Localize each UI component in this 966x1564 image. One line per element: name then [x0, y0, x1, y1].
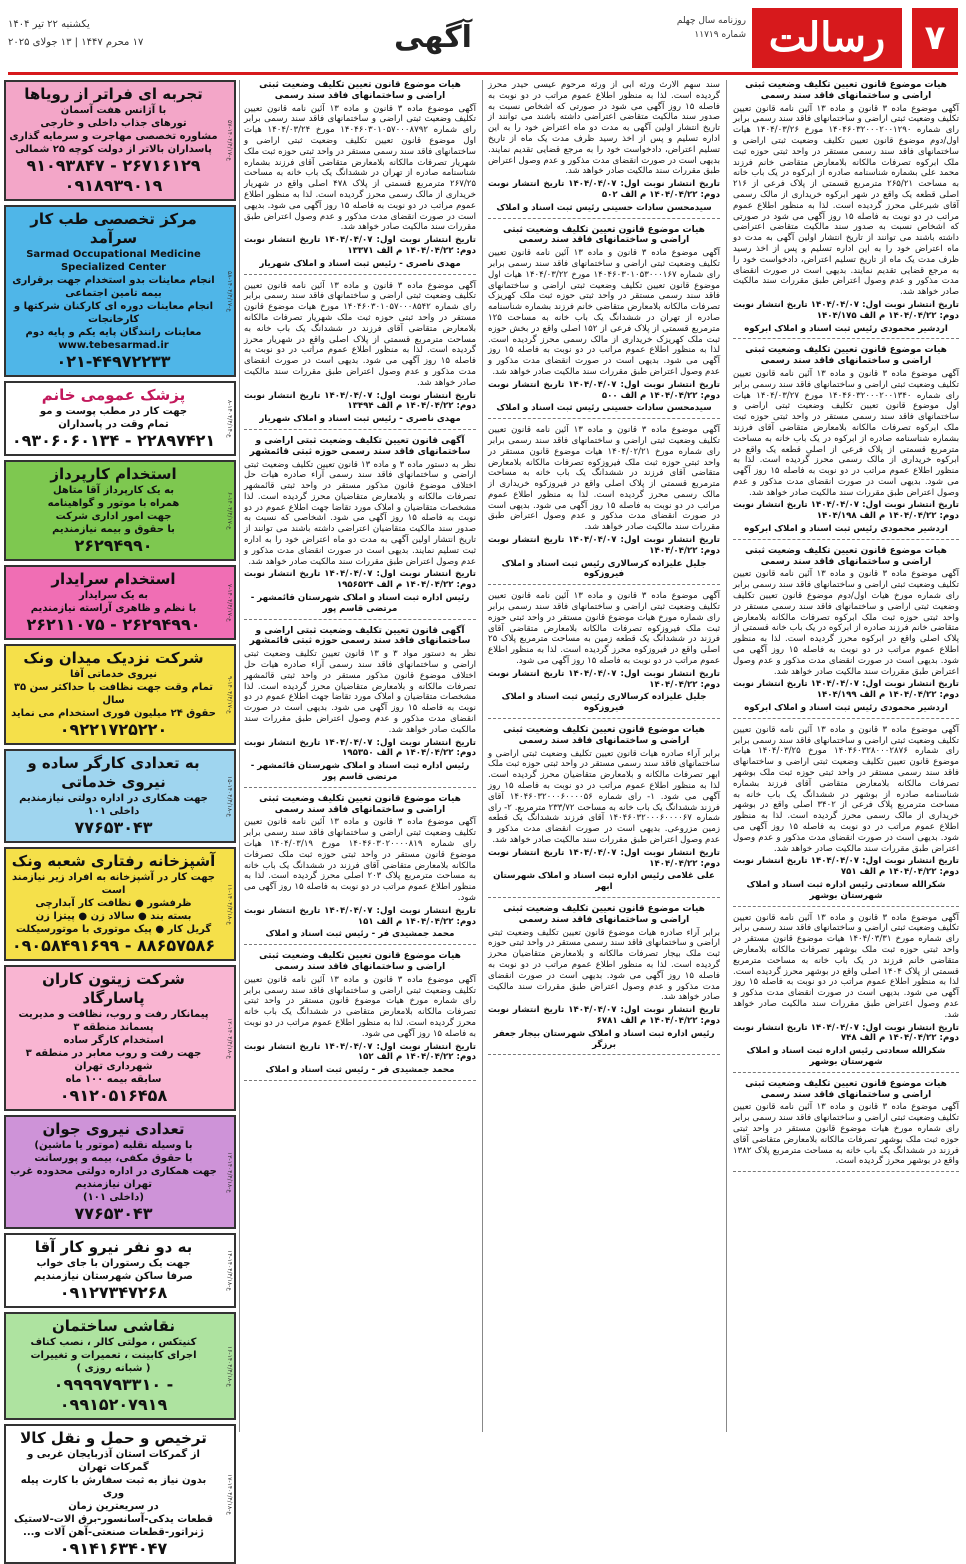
notice-signature: سیدمحسن سادات حسینی رئیس ثبت اسناد و املاک: [496, 403, 712, 414]
notice-body: آگهی موضوع ماده ۳ قانون و ماده ۱۳ آئین نامه قانون تعیین تکلیف وضعیت ثبتی اراضی و ساختمانهای فاقد سند رسمی برابر رای شماره ۱۴۰۴۶۰۳۲۸۰۰۰۲۸۷۶ مورخ ۱۴۰۴/۰۳/۲۵ هیات موضوع قانون تعیین تکلیف وضعیت ثبتی اراضی و ساختمانهای فاقد سند رسمی مستقر در واحد ثبتی حوزه ثبت ملک بوشهر تصرفات مالکانه بلامعارض متقاضی آقای فرزند بشماره شناسنامه صادره از بوشهر در ششدانگ یک باب خانه به مساحت مترمربع پلاک فرعی از ۳۴۰۲ اصلی واقع در بوشهر خریداری از مالک رسمی محرز گردیده است. لذا به منظور اطلاع عموم مراتب در دو نوبت به فاصله ۱۵ روز آگهی می شود. بدیهی است در صورت انقضای مدت مذکور و عدم وصول اعتراض طبق مقررات سند مالکیت صادر خواهد شد.: [733, 724, 960, 854]
legal-notice: [244, 626, 476, 788]
ad-phone-number: ۰۹۱۸۹۳۹۰۱۹: [64, 176, 163, 195]
page-number-badge: ۷: [912, 8, 958, 68]
notice-title: هیات موضوع قانون تعیین تکلیف وضعیت ثبتی اراضی و ساختمانهای فاقد سند رسمی: [259, 951, 461, 972]
ad-code: ع-۱۴۰۴/۴/۱۸-۱۴: [226, 1250, 233, 1291]
ad-line: حقوق ۲۴ میلیون فوری استخدام می نماید: [11, 708, 216, 719]
notice-title: آگهی قانون تعیین تکلیف وضعیت ثبتی اراضی و ساختمانهای فاقد سند رسمی حوزه ثبتی قائمشهر: [249, 625, 471, 647]
ad-phone-number: ۰۲۱-۴۴۹۷۲۲۳۳: [56, 352, 171, 371]
notice-divider: [244, 787, 476, 788]
notice-signature: علی غلامی رئیس اداره ثبت اسناد و املاک شهرستان ابهر: [493, 871, 715, 893]
ad-line: تمام وقت در پاسداران: [58, 419, 169, 430]
ad-code: ع-۱۴۰۴/۴/۱۷-۵۸: [226, 270, 233, 312]
ad-line: کنیتکس ، مولتی کالر ، نصب کناف: [30, 1337, 197, 1348]
notice-signature: شکرالله سعادتی رئیس اداره ثبت اسناد و املاک شهرستان بوشهر: [746, 1046, 946, 1067]
classified-ad: [4, 1424, 236, 1564]
ad-line: با نظم و ظاهری آراسته نیازمندیم: [30, 603, 197, 614]
legal-notice: [488, 425, 720, 585]
ad-line: مشاوره تخصصی مهاجرت و سرمایه گذاری: [9, 131, 218, 142]
ad-line: ظرفشور ● نظافت کار آبدارچی: [35, 898, 192, 909]
ad-headline: آشپزخانه رفتاری شعبه ونک: [11, 852, 216, 870]
ad-line: گریل کار ● پیک موتوری با موتورسیکلت: [15, 924, 212, 935]
notice-divider: [488, 418, 720, 419]
ad-line: از گمرکات استان آذربایجان غربی و گمرکات تهران: [27, 1449, 200, 1473]
legal-notice: [244, 80, 476, 275]
notice-signature: مهدی ناصری - رئیس ثبت اسناد و املاک شهریار: [259, 414, 461, 425]
notice-signature: رئیس اداره ثبت اسناد و املاک شهرستان بیجار جعفر برزگر: [493, 1028, 715, 1050]
notice-divider: [733, 906, 959, 907]
notice-dates: تاریخ انتشار نوبت اول: ۱۴۰۴/۰۴/۰۷ تاریخ انتشار نوبت دوم: ۱۴۰۴/۰۴/۲۲: [488, 847, 720, 869]
legal-notice: [244, 951, 476, 1081]
notice-title: هیات موضوع قانون تعیین تکلیف وضعیت ثبتی اراضی و ساختمانهای فاقد سند رسمی: [745, 545, 947, 567]
notice-body: آگهی موضوع ماده ۳ قانون و ماده ۱۳ آئین نامه قانون تعیین تکلیف وضعیت ثبتی اراضی و ساختمانهای فاقد سند رسمی برابر رای شماره ۱۴۰۴۶۰۳۰۱۰۵۳۰۰۰۱۶۷ مورخ ۱۴۰۴/۰۳/۲۲ هیات اول موضوع قانون تعیین تکلیف وضعیت ثبتی اراضی و ساختمانهای فاقد سند رسمی مستقر در واحد ثبتی حوزه ثبت ملک کهریزک تصرفات مالکانه بلامعارض متقاضی خانم فرزند بشماره شناسنامه صادره از تهران در ششدانگ یک باب خانه به مساحت ۱۲۵ مترمربع قسمتی از پلاک فرعی از ۱۵۲ اصلی واقع در بخش حوزه ثبت ملک کهریزک خریداری از مالک رسمی محرز گردیده است. لذا به منظور اطلاع عموم مراتب در دو نوبت به فاصله ۱۵ روز آگهی می شود. بدیهی است در صورت انقضای مدت مذکور و عدم وصول اعتراض طبق مقررات سند مالکیت صادر خواهد شد.: [488, 248, 720, 377]
legal-notice: [244, 436, 476, 620]
section-title: آگهی: [394, 20, 472, 55]
legal-notice: [733, 546, 959, 719]
notice-signature: مهدی ناصری - رئیس ثبت اسناد و املاک شهریار: [259, 258, 461, 269]
classified-ad: [4, 460, 236, 561]
classified-ads-column: [4, 80, 236, 1558]
notice-body: سند سهم الارث ورثه ابی از ورثه مرحوم عیسی حیدر محرز گردیده است. لذا به منظور اطلاع عموم مراتب در دو نوبت به فاصله ۱۵ روز آگهی می شود در صورتی که اشخاص نسبت به صدور سند مالکیت متقاضی اعتراضی داشته باشند می توانند از تاریخ انتشار اولین آگهی به مدت دو ماه اعتراض خود را به این اداره تسلیم و پس از اخذ رسید ظرف مدت یک ماه از تاریخ تسلیم اعتراض، دادخواست خود را به مرجع قضایی تقدیم نمایند. بدیهی است در صورت انقضای مدت مذکور و عدم وصول اعتراض طبق مقررات سند مالکیت صادر خواهد شد.: [488, 80, 721, 177]
issue-dates: [8, 16, 228, 52]
notice-title: هیات موضوع قانون تعیین تکلیف وضعیت ثبتی اراضی و ساختمانهای فاقد سند رسمی: [259, 80, 461, 101]
legal-notice: [733, 725, 959, 907]
notice-divider: [733, 1171, 959, 1172]
notice-title: هیات موضوع قانون تعیین تکلیف وضعیت ثبتی اراضی و ساختمانهای فاقد سند رسمی: [259, 793, 461, 815]
notice-divider: [733, 539, 959, 540]
ad-phone-number: ۷۷۶۵۳۰۴۳: [74, 818, 153, 837]
ad-code: ع-۱۴۰۴/۴/۱۷-۷: [226, 583, 233, 622]
ad-line: به یک سرایدار: [79, 590, 148, 601]
ad-line: www.tebesarmad.ir: [58, 340, 169, 351]
legal-notice: [733, 1079, 959, 1172]
ad-line: پیمانکار رفت و روب، نظافت و مدیریت پسماند منطقه ۳: [18, 1009, 209, 1033]
ad-line: با آژانس هفت آسمان: [60, 105, 167, 116]
notice-title: هیات موضوع قانون تعیین تکلیف وضعیت ثبتی اراضی و ساختمانهای فاقد سند رسمی: [503, 224, 705, 246]
notice-dates: تاریخ انتشار نوبت اول: ۱۴۰۴/۰۴/۰۷ تاریخ انتشار نوبت دوم: ۱۴۰۴/۰۴/۲۲ م الف ۷۴۸: [733, 1022, 959, 1044]
notice-body: آگهی موضوع ماده ۳ قانون و ماده ۱۳ آئین نامه قانون تعیین تکلیف وضعیت ثبتی اراضی و ساختمانهای فاقد سند رسمی برابر رای شماره مورخ ۱۴۰۴/۰۲/۲۱ هیات موضوع قانون مستقر در واحد ثبتی حوزه ثبت ملک فیروزکوه تصرفات مالکانه بلامعارض متقاضی آقای فرزند در ششدانگ یک باب خانه به مساحت مترمربع قسمتی از پلاک اصلی واقع در فیروزکوه خریداری از مالک رسمی محرز گردیده است. لذا به منظور اطلاع عموم مراتب در دو نوبت به فاصله ۱۵ روز آگهی می شود. بدیهی است در صورت انقضای مدت مذکور و عدم وصول اعتراض طبق مقررات سند مالکیت صادر خواهد شد.: [488, 425, 721, 533]
notices-column-2: [488, 80, 720, 1432]
notice-signature: محمد جمشیدی فر - رئیس ثبت اسناد و املاک: [265, 929, 455, 940]
column-divider: [482, 80, 483, 1432]
ad-headline: پزشک عمومی خانم: [41, 386, 186, 404]
notice-divider: [244, 429, 476, 430]
date-hijri-gregorian: ۱۷ محرم ۱۴۴۷ | ۱۳ جولای ۲۰۲۵: [8, 37, 144, 48]
ad-code: ع-۱۴۰۴/۴/۱۸-۱۶: [226, 1345, 233, 1387]
notice-divider: [733, 338, 959, 339]
notice-body: آگهی موضوع ماده ۳ قانون و ماده ۱۳ آئین نامه قانون تعیین تکلیف وضعیت ثبتی اراضی و ساختمانهای فاقد سند رسمی برابر رای شماره مورخ هیات موضوع قانون مستقر در واحد ثبتی حوزه ثبت ملک بوشهر تصرفات مالکانه بلامعارض متقاضی آقای فرزند در ششدانگ یک باب خانه به مساحت مترمربع پلاک ۱۳۸۲ واقع در بوشهر محرز گردیده است.: [733, 1102, 960, 1167]
legal-notice: [733, 345, 959, 540]
notice-divider: [488, 218, 720, 219]
ad-line: با وسیله نقلیه (موتور یا ماشین): [34, 1140, 193, 1151]
notice-dates: تاریخ انتشار نوبت اول: ۱۴۰۴/۰۴/۰۷ تاریخ انتشار نوبت دوم: ۱۴۰۴/۰۴/۲۲ م الف ۱۵۱: [244, 905, 476, 927]
ad-line: اجرای کابینت ، تعمیرات و تغییرات: [30, 1350, 197, 1361]
notice-dates: تاریخ انتشار نوبت اول: ۱۴۰۴/۰۴/۰۷ تاریخ انتشار نوبت دوم: ۱۴۰۴/۰۴/۲۲ م الف ۵۰۲: [488, 179, 720, 200]
notice-divider: [244, 1080, 476, 1081]
ad-line: تمام وقت جهت نظافت با حداکثر سن ۳۵ سال: [13, 682, 214, 706]
legal-notice: [488, 80, 720, 219]
classified-ad: [4, 1312, 236, 1420]
ad-line: ژنراتور-قطعات صنعتی-آهن آلات و...: [23, 1527, 204, 1538]
notice-body: آگهی موضوع ماده ۳ قانون و ماده ۱۳ آئین نامه قانون تعیین تکلیف وضعیت ثبتی اراضی و ساختمانهای فاقد سند رسمی برابر رای شماره ۱۴۰۴۶۰۳۰۱۰۵۷۰۰۰۸۷۹۲ مورخ ۱۴۰۴/۰۳/۲۴ هیات اول موضوع قانون تعیین تکلیف وضعیت ثبتی اراضی و ساختمانهای فاقد سند رسمی مستقر در واحد ثبتی حوزه ثبت ملک شهریار تصرفات مالکانه بلامعارض متقاضی آقای فرزند بشماره شناسنامه صادره از تهران در ششدانگ یک باب خانه به مساحت ۲۶۷/۲۵ مترمربع قسمتی از پلاک ۴۷۸ اصلی واقع در شهریار خریداری از مالک رسمی محرز گردیده است. لذا به منظور اطلاع عموم مراتب در دو نوبت به فاصله ۱۵ روز آگهی می شود. بدیهی است در صورت انقضای مدت مذکور و عدم وصول اعتراض طبق مقررات سند مالکیت صادر خواهد شد.: [244, 103, 476, 233]
notice-dates: تاریخ انتشار نوبت اول: ۱۴۰۴/۰۴/۰۷ تاریخ انتشار نوبت دوم: ۱۴۰۴/۰۴/۲۲ م الف ۱۳۴۹۴: [244, 390, 476, 412]
notice-dates: تاریخ انتشار نوبت اول: ۱۴۰۴/۰۴/۰۷ تاریخ انتشار نوبت دوم: ۱۴۰۴/۰۴/۲۲: [488, 535, 720, 556]
notice-title: هیات موضوع قانون تعیین تکلیف وضعیت ثبتی اراضی و ساختمانهای فاقد سند رسمی: [745, 1078, 947, 1100]
newspaper-logo: رسالت: [752, 8, 902, 68]
notice-signature: جلیل علیزاده کرسالاری رئیس ثبت اسناد و املاک فیروزکوه: [501, 692, 707, 714]
ad-line: (داخلی ۱۰۱): [83, 1192, 144, 1203]
ad-phone-number: ۰۹۹۹۹۷۹۳۳۱۰ - ۰۹۹۱۵۲۰۷۹۱۹: [53, 1375, 174, 1414]
ad-line: همراه با موتور و گواهینامه: [47, 498, 180, 509]
notice-body: آگهی موضوع ماده ۳ قانون و ماده ۱۳ آئین نامه قانون تعیین تکلیف وضعیت ثبتی اراضی و ساختمانهای فاقد سند رسمی برابر رای شماره مورخ ۱۴۰۴/۰۳/۳۱ هیات موضوع قانون مستقر در واحد ثبتی حوزه ثبت ملک بوشهر تصرفات مالکانه بلامعارض متقاضی خانم فرزند در یک باب خانه به مساحت مترمربع قسمتی از پلاک ۱۴۰۴ اصلی واقع در بوشهر محرز گردیده است. لذا به منظور اطلاع عموم مراتب در دو نوبت به فاصله ۱۵ روز آگهی می شود. بدیهی است در صورت انقضای مدت مذکور و عدم وصول اعتراض طبق مقررات سند مالکیت صادر خواهد شد.: [733, 912, 960, 1020]
notice-divider: [733, 718, 959, 719]
notice-body: آگهی موضوع ماده ۳ قانون و ماده ۱۳ آئین نامه قانون تعیین تکلیف وضعیت ثبتی اراضی و ساختمانهای فاقد سند رسمی برابر رای شماره ۱۴۰۴۶۰۳۰۲۰۰۰۰۸۱۹ مورخ ۱۴۰۴/۰۳/۱۹ هیات موضوع قانون مستقر در واحد ثبتی حوزه ثبت ملک تصرفات مالکانه بلامعارض متقاضی آقای فرزند در ششدانگ یک باب خانه به مساحت مترمربع پلاک ۲۰۳ اصلی محرز گردیده است. لذا به منظور اطلاع عموم مراتب در دو نوبت به فاصله ۱۵ روز آگهی می شود.: [244, 817, 477, 903]
notice-dates: تاریخ انتشار نوبت اول: ۱۴۰۴/۰۴/۰۷ تاریخ انتشار نوبت دوم: ۱۴۰۴/۰۴/۲۲ م الف ۱۳۳۷۱: [244, 235, 476, 256]
notice-dates: تاریخ انتشار نوبت اول: ۱۴۰۴/۰۴/۰۷ تاریخ انتشار نوبت دوم: ۱۴۰۴/۰۴/۲۲: [488, 668, 720, 690]
ad-code: ع-۱۴۰۴/۴/۱۷-۹: [226, 675, 233, 714]
notice-signature: رئیس اداره ثبت اسناد و املاک شهرستان قائمشهر - مرتضی قاسم پور: [250, 593, 470, 614]
ad-line: صرفا ساکن شهرستان نیازمندیم: [34, 1271, 193, 1282]
ad-phone-number: ۰۹۳۰۶۰۶۰۱۳۴ - ۲۲۸۹۷۴۲۱: [11, 431, 216, 450]
classified-ad: [4, 749, 236, 843]
legal-notice: [244, 794, 476, 945]
notice-dates: تاریخ انتشار نوبت اول: ۱۴۰۴/۰۴/۰۷ تاریخ انتشار نوبت دوم: ۱۴۰۴/۰۴/۲۲ م الف ۱۹۵۶۵۲۴: [244, 569, 476, 591]
classified-ad: [4, 565, 236, 640]
ad-line: معاینات رانندگان پایه یکم و پایه دوم: [25, 327, 202, 338]
classified-ad: [4, 1115, 236, 1229]
notice-body: آگهی موضوع ماده ۳ قانون و ماده ۱۳ آئین نامه قانون تعیین تکلیف وضعیت ثبتی اراضی و ساختمانهای فاقد سند رسمی برابر رای شماره مورخ هیات موضوع قانون مستقر در واحد ثبتی حوزه ثبت ملک فیروزکوه تصرفات مالکانه بلامعارض متقاضی آقای فرزند در ششدانگ یک قطعه زمین به مساحت مترمربع پلاک ۲۵ اصلی واقع در فیروزکوه محرز گردیده است. لذا به منظور اطلاع عموم مراتب در دو نوبت به فاصله ۱۵ روز آگهی می شود.: [488, 591, 720, 667]
notice-dates: تاریخ انتشار نوبت اول: ۱۴۰۴/۰۴/۰۷ تاریخ انتشار نوبت دوم: ۱۴۰۴/۰۴/۲۲ م الف ۱۴۰۴/۱۹۸: [733, 500, 959, 522]
notice-dates: تاریخ انتشار نوبت اول: ۱۴۰۴/۰۴/۰۷ تاریخ انتشار نوبت دوم: ۱۴۰۴/۰۴/۲۲ م الف ۵۰۰: [488, 379, 720, 401]
ad-headline: مرکز تخصصی طب کار سرآمد: [30, 210, 197, 247]
classified-ad: [4, 381, 236, 456]
notice-body: برابر آراء صادره هیات موضوع قانون تعیین تکلیف وضعیت ثبتی اراضی و ساختمانهای فاقد سند رسمی مستقر در واحد ثبتی حوزه ثبت ملک بیجار تصرفات مالکانه و بلامعارض متقاضیان محرز گردیده است. لذا به منظور اطلاع عموم مراتب در دو نوبت به فاصله ۱۵ روز آگهی می شود. بدیهی است در صورت انقضای مدت مذکور و عدم وصول اعتراض طبق مقررات سند مالکیت صادر خواهد شد.: [488, 927, 720, 1003]
notice-dates: تاریخ انتشار نوبت اول: ۱۴۰۴/۰۴/۰۷ تاریخ انتشار نوبت دوم: ۱۴۰۴/۰۴/۲۲ م الف ۱۴۰۴/۱۹۹: [733, 679, 959, 701]
notice-body: آگهی موضوع ماده ۳ قانون و ماده ۱۳ آئین نامه قانون تعیین تکلیف وضعیت ثبتی اراضی و ساختمانهای فاقد سند رسمی برابر رای شماره مورخ هیات موضوع قانون مستقر در واحد ثبتی تصرفات مالکانه بلامعارض متقاضی در ششدانگ یک باب خانه محرز گردیده است. لذا به منظور اطلاع عموم مراتب در دو نوبت به فاصله ۱۵ روز آگهی می شود.: [244, 974, 476, 1039]
notice-signature: محمد جمشیدی فر - رئیس ثبت اسناد و املاک: [265, 1065, 455, 1076]
ad-line: قطعات یدکی-آسانسور-برق الات-لاستیک: [13, 1514, 214, 1525]
notice-divider: [244, 274, 476, 275]
notice-signature: اردشیر محمودی رئیس ثبت اسناد و املاک ابرکوه: [744, 323, 948, 334]
ad-phone-number: ۲۶۲۱۱۰۷۵ - ۲۶۲۹۴۹۹۰: [26, 615, 201, 634]
ad-phone-number: ۰۹۱۲۷۳۴۷۲۶۸: [59, 1283, 168, 1302]
notice-signature: رئیس اداره ثبت اسناد و املاک شهرستان قائمشهر - مرتضی قاسم پور: [250, 761, 470, 783]
ad-code: ع-۱۴۰۴/۴/۱۸-۱۱: [226, 883, 233, 925]
ad-line: Sarmad Occupational Medicine Specialized Center: [26, 249, 201, 273]
notices-column-3: [244, 80, 476, 1432]
ad-line: جهت یک رستوران با جای خواب: [36, 1258, 191, 1269]
ad-code: ع-۱۴۰۴/۴/۱۴-۸: [226, 399, 233, 438]
page-header: [8, 8, 958, 68]
ad-headline: شرکت نزدیک میدان ونک: [23, 649, 204, 667]
notice-divider: [488, 897, 720, 898]
ad-line: به یک کارپرداز آقا متاهل: [53, 485, 174, 496]
ad-headline: تجربه ای فراتر از رویاها: [24, 85, 203, 103]
ad-headline: به دو نفر نیرو کار آقا: [34, 1238, 193, 1256]
notice-title: هیات موضوع قانون تعیین تکلیف وضعیت ثبتی اراضی و ساختمانهای فاقد سند رسمی: [503, 903, 705, 925]
ad-headline: استخدام کارپرداز: [50, 465, 177, 483]
ad-phone-number: ۹۱۰۹۳۸۴۷ - ۲۶۷۱۶۱۲۹: [26, 156, 201, 175]
column-divider: [726, 80, 727, 1432]
legal-notice: [733, 913, 959, 1073]
notice-dates: تاریخ انتشار نوبت اول: ۱۴۰۴/۰۴/۰۷ تاریخ انتشار نوبت دوم: ۱۴۰۴/۰۴/۲۲ م الف ۱۹۵۳۵۰: [244, 737, 476, 759]
ad-phone-number: ۷۷۶۵۳۰۴۳: [74, 1204, 153, 1223]
classified-ad: [4, 847, 236, 961]
ad-line: انجام معاینات بدو استخدام جهت برقراری بیمه تامین اجتماعی: [12, 275, 215, 299]
ad-line: جهت همکاری در اداره دولتی محدوده غرب تهران نیازمندیم: [10, 1166, 217, 1190]
ad-code: ع-۱۴۰۴/۴/۱۷-۶: [226, 491, 233, 530]
notice-body: آگهی موضوع ماده ۳ قانون و ماده ۱۳ آئین نامه قانون تعیین تکلیف وضعیت ثبتی اراضی و ساختمانهای فاقد سند رسمی برابر رای شماره ۱۴۰۴۶۰۳۲۰۰۰۲۰۰۱۳۴۰ مورخ ۱۴۰۴/۰۳/۲۷ هیات اول موضوع قانون تعیین تکلیف وضعیت ثبتی اراضی و ساختمانهای فاقد سند رسمی مستقر در واحد ثبتی حوزه ثبت ملک ابرکوه تصرفات مالکانه بلامعارض متقاضی آقای فرزند بشماره شناسنامه صادره از ابرکوه در یک باب خانه به مساحت مترمربع قسمتی از پلاک فرعی از اصلی قطعه یک واقع در ابرکوه خریداری از مالک رسمی محرز گردیده است. لذا به منظور اطلاع عموم مراتب در دو نوبت به فاصله ۱۵ روز آگهی می شود. بدیهی است در صورت انقضای مدت مذکور و عدم وصول اعتراض طبق مقررات سند مالکیت صادر خواهد شد.: [733, 368, 960, 498]
classified-ad: [4, 644, 236, 745]
notice-body: برابر آراء صادره هیات قانون تعیین تکلیف وضعیت ثبتی اراضی و ساختمانهای فاقد سند رسمی مستقر در واحد ثبتی حوزه ثبت ملک ابهر تصرفات مالکانه و بلامعارض متقاضیان محرز گردیده است. لذا به منظور اطلاع عموم مراتب در دو نوبت به فاصله ۱۵ روز آگهی می شود. ۱- رای شماره ۱۴۰۴۶۰۳۲۰۰۰۶۰۰۰۰۵۶ آقای فرزند ششدانگ یک باب خانه به مساحت ۲۳۳/۷۲ مترمربع. ۲- رای شماره ۱۴۰۴۶۰۳۲۰۰۰۶۰۰۰۰۶۷ آقای فرزند ششدانگ یک قطعه زمین مزروعی. بدیهی است در صورت انقضای مدت مذکور و عدم وصول اعتراض طبق مقررات سند مالکیت صادر خواهد شد.: [488, 748, 721, 845]
ad-headline: شرکت زیتون کاران پاسارگاد: [42, 970, 185, 1007]
ad-line: سابقه بیمه ۱۰۰ ماه: [65, 1074, 162, 1085]
ad-line: جهت رفت و روب معابر در منطقه ۳ شهرداری تهران: [25, 1048, 202, 1072]
notices-column-1: [733, 80, 959, 1432]
ad-line: با حقوق و بیمه نیازمندیم: [52, 524, 175, 535]
notice-title: هیات موضوع قانون تعیین تکلیف وضعیت ثبتی اراضی و ساختمانهای فاقد سند رسمی: [745, 80, 947, 101]
ad-line: تورهای جذاب داخلی و خارجی: [40, 118, 187, 129]
ad-headline: ترخیص و حمل و نقل کالا: [20, 1429, 207, 1447]
ad-headline: نقاشی ساختمان: [51, 1317, 176, 1335]
ad-line: در سریعترین زمان: [68, 1501, 159, 1512]
ad-line: پاسداران بالاتر از دولت کوچه ۲۵ شمالی: [15, 144, 212, 155]
legal-notice: [733, 80, 959, 339]
column-divider: [239, 80, 240, 1432]
ad-phone-number: ۰۹۰۵۸۴۹۱۶۹۹ - ۸۸۶۵۷۵۸۶: [11, 936, 216, 955]
ad-code: ع-۱۴۰۴/۴/۱۸-۱۷: [226, 1473, 233, 1515]
legal-notice: [488, 225, 720, 420]
notice-body: آگهی موضوع ماده ۳ قانون و ماده ۱۳ آئین نامه قانون تعیین تکلیف وضعیت ثبتی اراضی و ساختمانهای فاقد سند رسمی برابر رای شماره ۱۴۰۴۶۰۳۲۰۰۰۲۰۰۱۲۹۰ مورخ ۱۴۰۴/۰۳/۲۶ هیات اول/دوم موضوع قانون تعیین تکلیف وضعیت ثبتی اراضی و ساختمانهای فاقد سند رسمی مستقر در واحد ثبتی حوزه ثبت ملک ابرکوه تصرفات مالکانه بلامعارض متقاضی خانم فرزند محمد علی بشماره شناسنامه صادره از ابرکوه در یک باب خانه به مساحت ۲۶۵/۲۱ مترمربع قسمتی از پلاک فرعی از ۲۱۶ اصلی قطعه یک واقع در شهر ابرکوه خریداری از مالک رسمی آقای شیرعلی محرز گردیده است. لذا به منظور اطلاع عموم مراتب در دو نوبت به فاصله ۱۵ روز آگهی می شود در صورتی که اشخاص نسبت به صدور سند مالکیت متقاضی اعتراضی داشته باشند می توانند از تاریخ انتشار اولین آگهی به مدت دو ماه اعتراض خود را به این اداره تسلیم و پس از اخذ رسید ظرف مدت یک ماه از تاریخ تسلیم اعتراض، دادخواست خود را به مرجع قضایی تقدیم نمایند. بدیهی است در صورت انقضای مدت مذکور و عدم وصول اعتراض طبق مقررات سند مالکیت صادر خواهد شد.: [733, 103, 960, 298]
ad-headline: تعدادی نیروی جوان: [42, 1120, 185, 1138]
notice-signature: شکرالله سعادتی رئیس اداره ثبت اسناد و املاک شهرستان بوشهر: [746, 879, 946, 901]
legal-notice: [488, 591, 720, 719]
ad-phone-number: ۰۹۱۲۰۵۱۶۴۵۸: [59, 1086, 168, 1105]
notice-body: آگهی موضوع ماده ۳ قانون و ماده ۱۳ آئین نامه قانون تعیین تکلیف وضعیت ثبتی اراضی و ساختمانهای فاقد سند رسمی برابر رای شماره مورخ هیات اول/دوم موضوع قانون تعیین تکلیف وضعیت ثبتی اراضی و ساختمانهای فاقد سند رسمی مستقر در واحد ثبتی حوزه ثبت ملک ابرکوه تصرفات مالکانه بلامعارض متقاضی خانم فرزند صادره از ابرکوه در یک باب خانه قسمتی از پلاک اصلی واقع در ابرکوه محرز گردیده است. لذا به منظور اطلاع عموم مراتب در دو نوبت به فاصله ۱۵ روز آگهی می شود. بدیهی است در صورت انقضای مدت مذکور و عدم وصول اعتراض طبق مقررات سند مالکیت صادر خواهد شد.: [733, 569, 960, 677]
ad-line: بدون نیاز به ثبت سفارش با کارت پیله وری: [20, 1475, 207, 1499]
ad-line: جهت کار در مطب پوست و مو: [39, 406, 188, 417]
ad-code: ع-۱۴۰۴/۴/۱۸-۱۳: [226, 1151, 233, 1193]
notice-signature: اردشیر محمودی رئیس ثبت اسناد و املاک ابرکوه: [744, 703, 948, 714]
ad-line: داخلی ۱۰۱: [87, 806, 140, 817]
publication-info: [666, 14, 746, 42]
ad-headline: به تعدادی کارگر ساده و نیروی خدماتی: [27, 754, 200, 791]
pub-info-line: روزنامه سال چهلم: [676, 16, 746, 26]
ad-headline: استخدام سرایدار: [51, 570, 176, 588]
legal-notice: [244, 281, 476, 430]
ad-line: ( شبانه روزی ): [76, 1363, 151, 1374]
date-persian: یکشنبه ۲۲ تیر ۱۴۰۴: [8, 19, 90, 30]
legal-notice: [488, 725, 720, 898]
notice-signature: جلیل علیزاده کرسالاری رئیس ثبت اسناد و املاک فیروزکوه: [501, 558, 707, 580]
ad-line: جهت همکاری در اداره دولتی نیازمندیم: [19, 793, 208, 804]
header-divider: [8, 72, 958, 75]
ad-line: با حقوق مکفی، بیمه و پورسانت: [34, 1153, 193, 1164]
notice-dates: تاریخ انتشار نوبت اول: ۱۴۰۴/۰۴/۰۷ تاریخ انتشار نوبت دوم: ۱۴۰۴/۰۴/۲۲ م الف ۶۷۸۱: [488, 1005, 720, 1026]
notice-title: هیات موضوع قانون تعیین تکلیف وضعیت ثبتی اراضی و ساختمانهای فاقد سند رسمی: [503, 725, 705, 746]
notice-dates: تاریخ انتشار نوبت اول: ۱۴۰۴/۰۴/۰۷ تاریخ انتشار نوبت دوم: ۱۴۰۴/۰۴/۲۲ م الف ۱۵۲: [244, 1041, 476, 1063]
notice-signature: اردشیر محمودی رئیس ثبت اسناد و املاک ابرکوه: [744, 524, 948, 535]
notice-dates: تاریخ انتشار نوبت اول: ۱۴۰۴/۰۴/۰۷ تاریخ انتشار نوبت دوم: ۱۴۰۴/۰۴/۲۲ م الف ۱۴۰۴/۱۷۵: [733, 299, 959, 321]
ad-line: استخدام کارگر ساده: [63, 1035, 164, 1046]
ad-phone-number: ۲۶۲۹۴۹۹۰: [74, 536, 153, 555]
notice-dates: تاریخ انتشار نوبت اول: ۱۴۰۴/۰۴/۰۷ تاریخ انتشار نوبت دوم: ۱۴۰۴/۰۴/۲۲ م الف ۷۵۱: [733, 856, 959, 878]
notice-body: آگهی موضوع ماده ۳ قانون و ماده ۱۳ آئین نامه قانون تعیین تکلیف وضعیت ثبتی اراضی و ساختمانهای فاقد سند رسمی برابر رای شماره ۱۴۰۴۶۰۳۰۱۰۵۷۰۰۰۸۵۴۲ مورخ هیات موضوع قانون مستقر در واحد ثبتی حوزه ثبت ملک شهریار تصرفات مالکانه بلامعارض متقاضی آقای فرزند در ششدانگ یک باب خانه به مساحت مترمربع قسمتی از پلاک اصلی واقع در شهریار محرز گردیده است. لذا به منظور اطلاع عموم مراتب در دو نوبت به فاصله ۱۵ روز آگهی می شود. بدیهی است در صورت انقضای مدت مذکور و عدم وصول اعتراض طبق مقررات سند مالکیت صادر خواهد شد.: [244, 280, 477, 388]
ad-code: ع-۱۴۰۴/۴/۱۸-۱۵: [226, 775, 233, 817]
ad-code: ع-۱۴۰۴/۴/۱۷-۵۷: [226, 120, 233, 161]
pub-info-line: شماره ۱۱۷۱۹: [694, 30, 746, 40]
notice-divider: [244, 944, 476, 945]
notice-title: آگهی قانون تعیین تکلیف وضعیت ثبتی اراضی و ساختمانهای فاقد سند رسمی حوزه ثبتی قائمشهر: [249, 435, 471, 457]
ad-line: نیروی خدماتی آقا: [70, 669, 157, 680]
legal-notice: [488, 904, 720, 1055]
notice-divider: [488, 1054, 720, 1055]
notice-title: هیات موضوع قانون تعیین تکلیف وضعیت ثبتی اراضی و ساختمانهای فاقد سند رسمی: [745, 345, 947, 367]
notice-divider: [488, 584, 720, 585]
ad-line: بسته بند ● سالاد زن ● پیتزا زن: [35, 911, 192, 922]
notice-divider: [733, 1072, 959, 1073]
notice-divider: [244, 619, 476, 620]
classified-ad: [4, 205, 236, 377]
ad-code: ع-۱۴۰۴/۴/۱۸-۱۲: [226, 1017, 233, 1059]
classified-ad: [4, 80, 236, 201]
ad-line: انجام معاینات دوره ای کارکنان شرکتها و کارخانجات: [13, 301, 214, 325]
ad-line: جهت کار در آشپزخانه به افراد زیر نیازمند است: [11, 872, 216, 896]
notice-body: نظر به دستور ماده ۳ و ماده ۱۳ قانون تعیین تکلیف وضعیت ثبتی اراضی و ساختمانهای فاقد سند رسمی آراء صادره هیات حل اختلاف موضوع قانون مذکور مستقر در واحد ثبتی قائمشهر تصرفات مالکانه و بلامعارض متقاضیان محرز گردیده است. لذا مشخصات متقاضیان و املاک مورد تقاضا جهت اطلاع عموم در دو نوبت به فاصله ۱۵ روز آگهی می شود. اشخاصی که نسبت به صدور سند مالکیت متقاضیان اعتراضی داشته باشند می توانند از تاریخ انتشار اولین آگهی به مدت دو ماه اعتراض خود را به اداره ثبت تسلیم نمایند. بدیهی است در صورت انقضای مدت مذکور و عدم وصول اعتراض طبق مقررات سند مالکیت صادر خواهد شد.: [244, 459, 476, 567]
classified-ad: [4, 965, 236, 1111]
classified-ad: [4, 1233, 236, 1308]
ad-line: جهت امور اداری شرکت: [55, 511, 172, 522]
notice-signature: سیدمحسن سادات حسینی رئیس ثبت اسناد و املاک: [496, 202, 712, 213]
ad-phone-number: ۰۹۲۲۱۷۲۵۲۲۰: [59, 720, 168, 739]
notice-divider: [488, 718, 720, 719]
notice-body: نظر به دستور مواد ۳ و ۱۳ قانون تعیین تکلیف وضعیت ثبتی اراضی و ساختمانهای فاقد سند رسمی آراء صادره هیات حل اختلاف موضوع قانون مذکور مستقر در واحد ثبتی قائمشهر تصرفات مالکانه و بلامعارض متقاضیان محرز گردیده است. لذا مشخصات متقاضیان و املاک مورد تقاضا جهت اطلاع عموم در دو نوبت به فاصله ۱۵ روز آگهی می شود. بدیهی است در صورت انقضای مدت مذکور و عدم وصول اعتراض طبق مقررات سند مالکیت صادر خواهد شد.: [244, 649, 476, 735]
ad-phone-number: ۰۹۱۴۱۶۳۴۰۴۷: [59, 1539, 168, 1558]
